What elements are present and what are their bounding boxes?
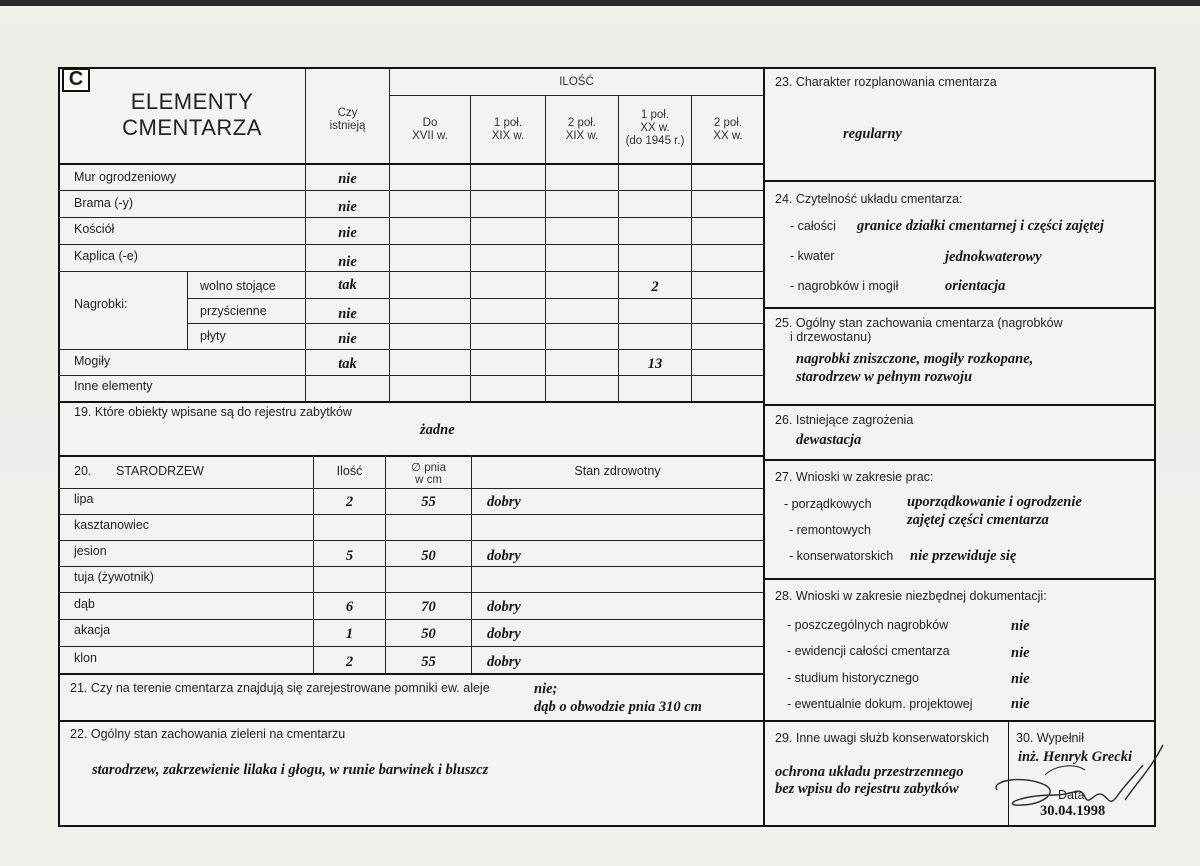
q19-answer: żadne (420, 422, 455, 438)
tree-name: akacja (74, 623, 111, 637)
element-row-label: Mur ogrodzeniowy (74, 170, 177, 184)
section-letter: C (62, 68, 90, 92)
q27-item-label: - remontowych (789, 523, 871, 537)
q24-item-answer: granice działki cmentarnej i części zajętej (857, 218, 1104, 234)
quantity-header: ILOŚĆ (559, 76, 594, 88)
q24-item-answer: jednokwaterowy (945, 249, 1042, 265)
q23-answer: regularny (843, 126, 902, 142)
q24-label: 24. Czytelność układu cmentarza: (775, 192, 963, 206)
element-row-label: Mogiły (74, 354, 111, 368)
trees-header-title: STARODRZEW (116, 464, 204, 478)
trees-header-quantity: Ilość (336, 464, 363, 478)
tree-diameter: 50 (421, 626, 436, 642)
q22-answer: starodrzew, zakrzewienie lilaka i głogu, w runie barwinek i bluszcz (92, 762, 489, 778)
period-header: XIX w. (565, 130, 599, 142)
element-row-label: wolno stojące (200, 279, 276, 293)
q30-date: 30.04.1998 (1040, 803, 1106, 819)
q27-answer-line2: zajętej części cmentarza (907, 512, 1049, 528)
q24-item-label: - kwater (790, 249, 835, 263)
q28-label: 28. Wnioski w zakresie niezbędnej dokumentacji: (775, 589, 1047, 603)
q19-label: 19. Które obiekty wpisane są do rejestru zabytków (74, 405, 352, 419)
q28-item-answer: nie (1011, 696, 1030, 712)
period-header: 2 poł. (713, 117, 743, 129)
trees-header-health: Stan zdrowotny (574, 464, 661, 478)
tree-diameter: 55 (421, 494, 436, 510)
element-row-label: Inne elementy (74, 379, 153, 393)
tree-quantity: 2 (345, 494, 354, 510)
trees-header-diameter: w cm (415, 474, 442, 486)
q27-answer-line1: uporządkowanie i ogrodzenie (907, 494, 1082, 510)
element-exists-value: nie (338, 199, 357, 215)
element-row-label: Kaplica (-e) (74, 249, 138, 263)
element-exists-value: nie (338, 306, 357, 322)
q28-item-answer: nie (1011, 618, 1030, 634)
period-header: Do (422, 117, 438, 129)
element-row-label: przyścienne (200, 304, 267, 318)
tree-health: dobry (487, 494, 521, 510)
period-header: 2 poł. (567, 117, 597, 129)
q29-answer-line2: bez wpisu do rejestru zabytków (775, 781, 959, 797)
q29-answer-line1: ochrona układu przestrzennego (775, 764, 964, 780)
q21-answer-line2: dąb o obwodzie pnia 310 cm (534, 699, 702, 715)
q24-item-label: - nagrobków i mogił (790, 279, 899, 293)
element-exists-value: nie (338, 254, 357, 270)
graves-group-label: Nagrobki: (74, 297, 128, 311)
tree-quantity: 2 (345, 654, 354, 670)
q28-item-answer: nie (1011, 671, 1030, 687)
element-exists-value: nie (338, 171, 357, 187)
period-header: 1 poł. (640, 109, 670, 121)
element-exists-value: tak (338, 356, 357, 372)
period-header: 1 poł. (493, 117, 523, 129)
handwritten-signature (985, 735, 1170, 820)
tree-quantity: 1 (345, 626, 354, 642)
q28-item-label: - ewentualnie dokum. projektowej (787, 697, 973, 711)
tree-diameter: 50 (421, 548, 436, 564)
tree-diameter: 55 (421, 654, 436, 670)
trees-header-number: 20. (74, 464, 92, 478)
q26-answer: dewastacja (796, 432, 862, 448)
exists-header-line1: Czy (337, 107, 358, 119)
elements-title-line1: ELEMENTY (130, 89, 254, 114)
tree-health: dobry (487, 654, 521, 670)
tree-name: klon (74, 651, 97, 665)
q25-label-line2: i drzewostanu) (790, 330, 872, 344)
trees-header-diameter: ∅ pnia (411, 462, 446, 474)
q24-item-answer: orientacja (945, 278, 1006, 294)
q30-date-label: Data (1058, 788, 1085, 802)
q21-answer-line1: nie; (534, 681, 558, 697)
element-exists-value: nie (338, 225, 357, 241)
tree-diameter: 70 (421, 599, 436, 615)
q22-label: 22. Ogólny stan zachowania zieleni na cmentarzu (70, 727, 346, 741)
q23-label: 23. Charakter rozplanowania cmentarza (775, 75, 997, 89)
q25-label-line1: 25. Ogólny stan zachowania cmentarza (nagrobków (775, 316, 1063, 330)
q21-label: 21. Czy na terenie cmentarza znajdują się zarejestrowane pomniki ew. aleje (70, 681, 490, 695)
elements-title-line2: CMENTARZA (122, 115, 262, 140)
element-quantity-value: 2 (651, 279, 659, 295)
q25-answer-line1: nagrobki zniszczone, mogiły rozkopane, (796, 351, 1034, 367)
tree-name: dąb (74, 597, 95, 611)
q28-item-label: - poszczególnych nagrobków (787, 618, 949, 632)
element-exists-value: tak (338, 277, 357, 293)
period-header: XIX w. (491, 130, 525, 142)
tree-name: kasztanowiec (74, 518, 150, 532)
tree-name: lipa (74, 492, 94, 506)
q30-label: 30. Wypełnił (1016, 731, 1084, 745)
element-row-label: Kościół (74, 222, 115, 236)
tree-name: tuja (żywotnik) (74, 570, 154, 584)
period-header: XX w. (713, 130, 743, 142)
q30-name: inż. Henryk Grecki (1018, 749, 1132, 765)
q26-label: 26. Istniejące zagrożenia (775, 413, 914, 427)
tree-quantity: 5 (345, 548, 354, 564)
element-row-label: płyty (200, 329, 226, 343)
q28-item-answer: nie (1011, 645, 1030, 661)
period-header: (do 1945 r.) (625, 135, 685, 147)
q24-item-label: - całości (790, 219, 836, 233)
q29-label: 29. Inne uwagi służb konserwatorskich (775, 731, 990, 745)
element-row-label: Brama (-y) (74, 196, 134, 210)
q27-label: 27. Wnioski w zakresie prac: (775, 470, 934, 484)
exists-header-line2: istnieją (329, 120, 366, 132)
tree-health: dobry (487, 548, 521, 564)
element-quantity-value: 13 (647, 356, 663, 372)
q28-item-label: - ewidencji całości cmentarza (787, 644, 950, 658)
q27-item-label: - konserwatorskich (789, 549, 894, 563)
tree-health: dobry (487, 599, 521, 615)
tree-health: dobry (487, 626, 521, 642)
q25-answer-line2: starodrzew w pełnym rozwoju (796, 369, 973, 385)
tree-name: jesion (74, 544, 107, 558)
q27-item-label: - porządkowych (784, 497, 872, 511)
q27-answer3: nie przewiduje się (910, 548, 1017, 564)
q28-item-label: - studium historycznego (787, 671, 920, 685)
tree-quantity: 6 (345, 599, 354, 615)
period-header: XX w. (640, 122, 670, 134)
element-exists-value: nie (338, 331, 357, 347)
period-header: XVII w. (412, 130, 448, 142)
